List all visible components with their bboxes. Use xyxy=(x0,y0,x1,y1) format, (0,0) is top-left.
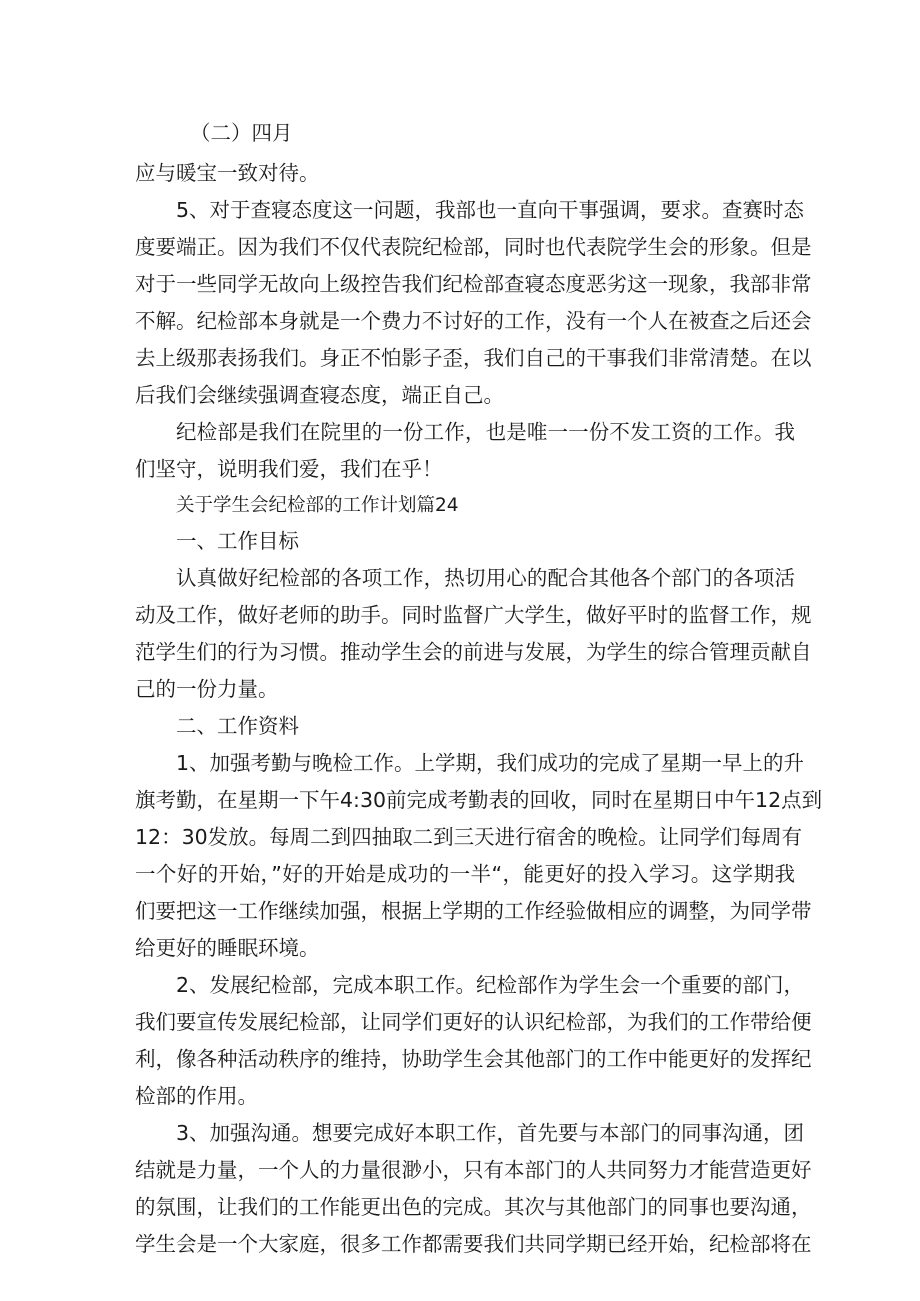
paragraph-line: 们坚守，说明我们爱，我们在乎！ xyxy=(135,457,443,481)
section-heading-goal: 一、工作目标 xyxy=(176,529,299,553)
paragraph-line: 范学生们的行为习惯。推动学生会的前进与发展，为学生的综合管理贡献自 xyxy=(135,640,812,664)
section-heading-content: 二、工作资料 xyxy=(176,714,299,738)
paragraph-line: 们要把这一工作继续加强，根据上学期的工作经验做相应的调整，为同学带 xyxy=(135,899,812,923)
paragraph-line: 给更好的睡眠环境。 xyxy=(135,936,320,960)
paragraph-line: 一个好的开始，”好的开始是成功的一半“，能更好的投入学习。这学期我 xyxy=(135,862,795,886)
paragraph-line: 利，像各种活动秩序的维持，协助学生会其他部门的工作中能更好的发挥纪 xyxy=(135,1047,812,1071)
paragraph-line: 学生会是一个大家庭，很多工作都需要我们共同学期已经开始，纪检部将在 xyxy=(135,1232,812,1256)
paragraph-line: 1、加强考勤与晚检工作。上学期，我们成功的完成了星期一早上的升 xyxy=(176,751,805,775)
paragraph-line: 12：30发放。每周二到四抽取二到三天进行宿舍的晚检。让同学们每周有 xyxy=(135,825,803,849)
paragraph-line: 5、对于查寝态度这一问题，我部也一直向干事强调，要求。查赛时态 xyxy=(176,198,805,222)
paragraph-line: 认真做好纪检部的各项工作，热切用心的配合其他各个部门的各项活 xyxy=(176,566,795,590)
paragraph-line: 纪检部是我们在院里的一份工作，也是唯一一份不发工资的工作。我 xyxy=(176,420,795,444)
paragraph-line: 去上级那表扬我们。身正不怕影子歪，我们自己的干事我们非常清楚。在以 xyxy=(135,346,812,370)
paragraph-line: 不解。纪检部本身就是一个费力不讨好的工作，没有一个人在被查之后还会 xyxy=(135,309,812,333)
paragraph-line: 后我们会继续强调查寝态度，端正自己。 xyxy=(135,383,504,407)
paragraph-line: 旗考勤，在星期一下午4:30前完成考勤表的回收，同时在星期日中午12点到 xyxy=(135,788,823,812)
paragraph-line: 3、加强沟通。想要完成好本职工作，首先要与本部门的同事沟通，团 xyxy=(176,1121,805,1145)
article-title: 关于学生会纪检部的工作计划篇24 xyxy=(176,495,459,516)
paragraph-line: 己的一份力量。 xyxy=(135,677,279,701)
paragraph-line: 度要端正。因为我们不仅代表院纪检部，同时也代表院学生会的形象。但是 xyxy=(135,235,812,259)
paragraph-line: 结就是力量，一个人的力量很渺小，只有本部门的人共同努力才能营造更好 xyxy=(135,1158,812,1182)
section-heading-april: （二）四月 xyxy=(190,121,293,145)
paragraph-line: 的氛围，让我们的工作能更出色的完成。其次与其他部门的同事也要沟通， xyxy=(135,1195,812,1219)
paragraph-line: 对于一些同学无故向上级控告我们纪检部查寝态度恶劣这一现象，我部非常 xyxy=(135,272,812,296)
paragraph-line: 应与暖宝一致对待。 xyxy=(135,161,320,185)
paragraph-line: 2、发展纪检部，完成本职工作。纪检部作为学生会一个重要的部门， xyxy=(176,973,805,997)
paragraph-line: 我们要宣传发展纪检部，让同学们更好的认识纪检部，为我们的工作带给便 xyxy=(135,1010,812,1034)
paragraph-line: 检部的作用。 xyxy=(135,1084,258,1108)
paragraph-line: 动及工作，做好老师的助手。同时监督广大学生，做好平时的监督工作，规 xyxy=(135,603,812,627)
